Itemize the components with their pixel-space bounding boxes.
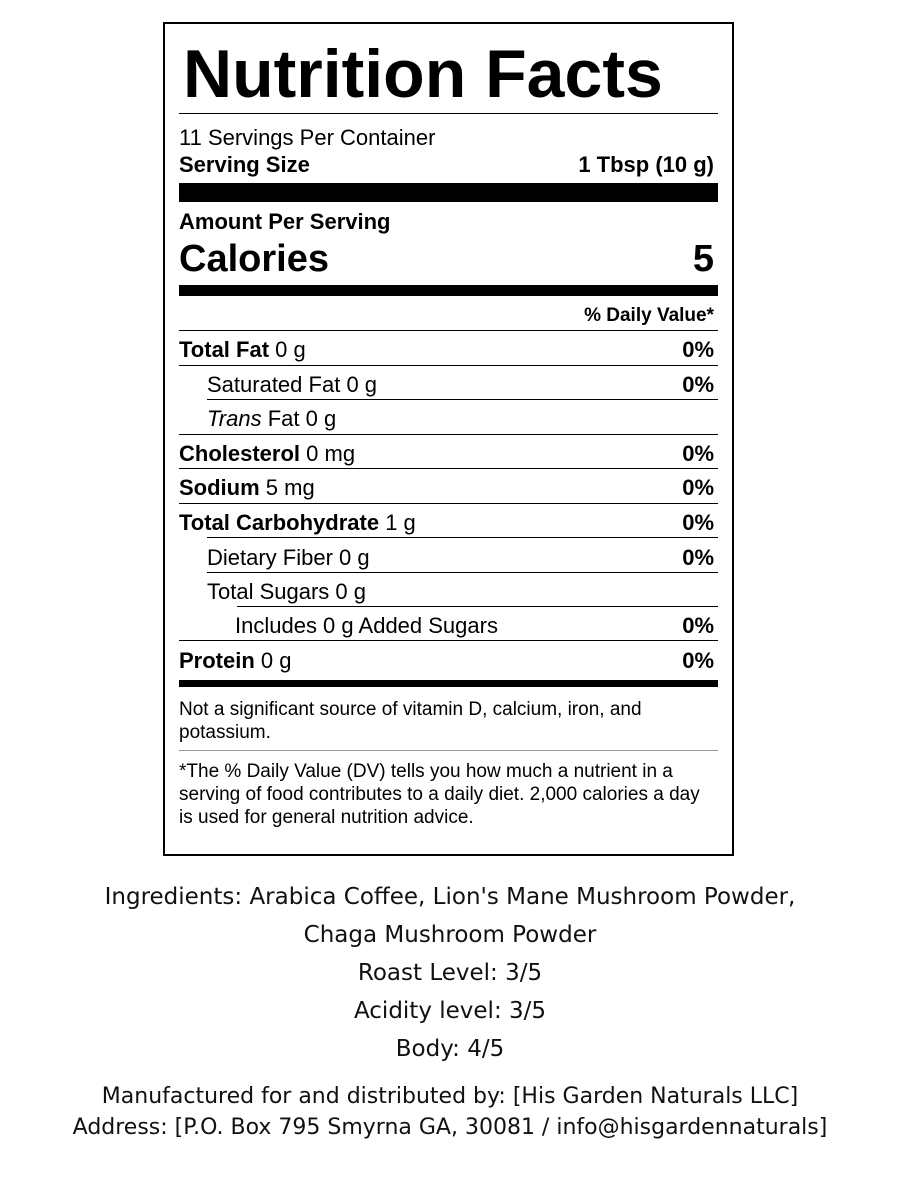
nutrient-amount: 0 g (260, 648, 292, 673)
address-line: Address: [P.O. Box 795 Smyrna GA, 30081 / info@hisgardennaturals] (72, 1115, 828, 1140)
nutrient-dv: 0% (682, 510, 714, 535)
nutrition-facts-label (163, 22, 734, 856)
nutrient-dv: 0% (682, 475, 714, 500)
roast-level: Roast Level: 3/5 (357, 960, 543, 986)
serving-size-value: 1 Tbsp (10 g) (578, 152, 714, 177)
calories-value: 5 (692, 238, 714, 280)
nutrient-amount: 0 g (339, 545, 370, 570)
nutrient-dv: 0% (682, 337, 714, 362)
divider-medium (179, 680, 718, 687)
nutrient-dv: 0% (682, 545, 714, 570)
nutrient-row-dietary-fiber (207, 544, 718, 572)
nutrient-amount: 0 g (305, 406, 337, 431)
servings-per-container: 11 Servings Per Container (179, 125, 436, 150)
nutrient-dv: 0% (682, 613, 714, 638)
nutrient-name: Protein (179, 648, 255, 673)
acidity-level: Acidity level: 3/5 (353, 998, 547, 1024)
label-title: Nutrition Facts (183, 36, 663, 112)
nutrient-amount: 1 g (385, 510, 416, 535)
divider-thin (179, 640, 718, 641)
divider-thin (207, 399, 718, 400)
nutrient-amount: 0 g (335, 579, 367, 604)
nutrient-row-total-fat (179, 336, 718, 364)
nutrient-name: Total Sugars (207, 579, 330, 604)
nutrient-row-total-carbohydrate (179, 509, 718, 537)
nutrient-dv: 0% (682, 648, 714, 673)
ingredients-line-2: Chaga Mushroom Powder (303, 922, 597, 948)
nutrient-name: Total Fat (179, 337, 270, 362)
nutrient-amount: 0 g (275, 337, 306, 362)
divider-thin (207, 572, 718, 573)
serving-size-label: Serving Size (179, 152, 310, 177)
divider-thin (179, 330, 718, 331)
amount-per-serving: Amount Per Serving (179, 209, 391, 234)
nutrient-amount: 0 g (346, 372, 378, 397)
nutrient-row-added-sugars (235, 612, 718, 640)
divider-thin (237, 606, 718, 607)
nutrient-name: Sodium (179, 475, 260, 500)
nutrient-row-saturated-fat (207, 371, 718, 399)
nutrient-row-sodium (179, 474, 718, 502)
nutrient-row-total-sugars (207, 578, 718, 606)
nutrient-dv: 0% (682, 372, 714, 397)
label-inner (179, 24, 718, 854)
nutrient-name: Total Carbohydrate (179, 510, 380, 535)
calories-label: Calories (179, 238, 329, 280)
divider-thin (179, 365, 718, 366)
nutrient-row-cholesterol (179, 440, 718, 468)
nutrient-amount: 5 mg (265, 475, 315, 500)
nutrient-row-trans-fat (207, 405, 718, 433)
nutrient-dv: 0% (682, 441, 714, 466)
nutrient-name: Includes 0 g Added Sugars (235, 613, 498, 638)
nutrient-name: Dietary Fiber (207, 545, 333, 570)
vitamin-note: Not a significant source of vitamin D, calcium, iron, and potassium. (179, 699, 642, 743)
divider-thin (179, 113, 718, 114)
divider-thick (179, 183, 718, 202)
divider-thin (179, 503, 718, 504)
divider-medium (179, 285, 718, 296)
ingredients-line-1: Ingredients: Arabica Coffee, Lion's Mane Mushroom Powder, (104, 884, 796, 910)
daily-value-header: % Daily Value* (584, 305, 714, 326)
nutrient-row-protein (179, 647, 718, 675)
divider-thin (179, 750, 718, 751)
nutrient-name: Saturated Fat (207, 372, 341, 397)
daily-value-footnote: *The % Daily Value (DV) tells you how much a nutrient in a serving of food contributes to a daily diet. 2,000 calories a day is used for general nutrition advice. (179, 761, 700, 828)
body-level: Body: 4/5 (395, 1036, 505, 1062)
divider-thin (179, 434, 718, 435)
divider-thin (179, 468, 718, 469)
serving-size-row (179, 151, 718, 179)
nutrient-name-italic: Trans (207, 406, 262, 431)
calories-row (179, 236, 718, 282)
nutrient-amount: 0 mg (306, 441, 356, 466)
divider-thin (207, 537, 718, 538)
nutrient-name: Fat (267, 406, 300, 431)
nutrient-name: Cholesterol (179, 441, 301, 466)
manufacturer-line: Manufactured for and distributed by: [His Garden Naturals LLC] (101, 1084, 799, 1109)
